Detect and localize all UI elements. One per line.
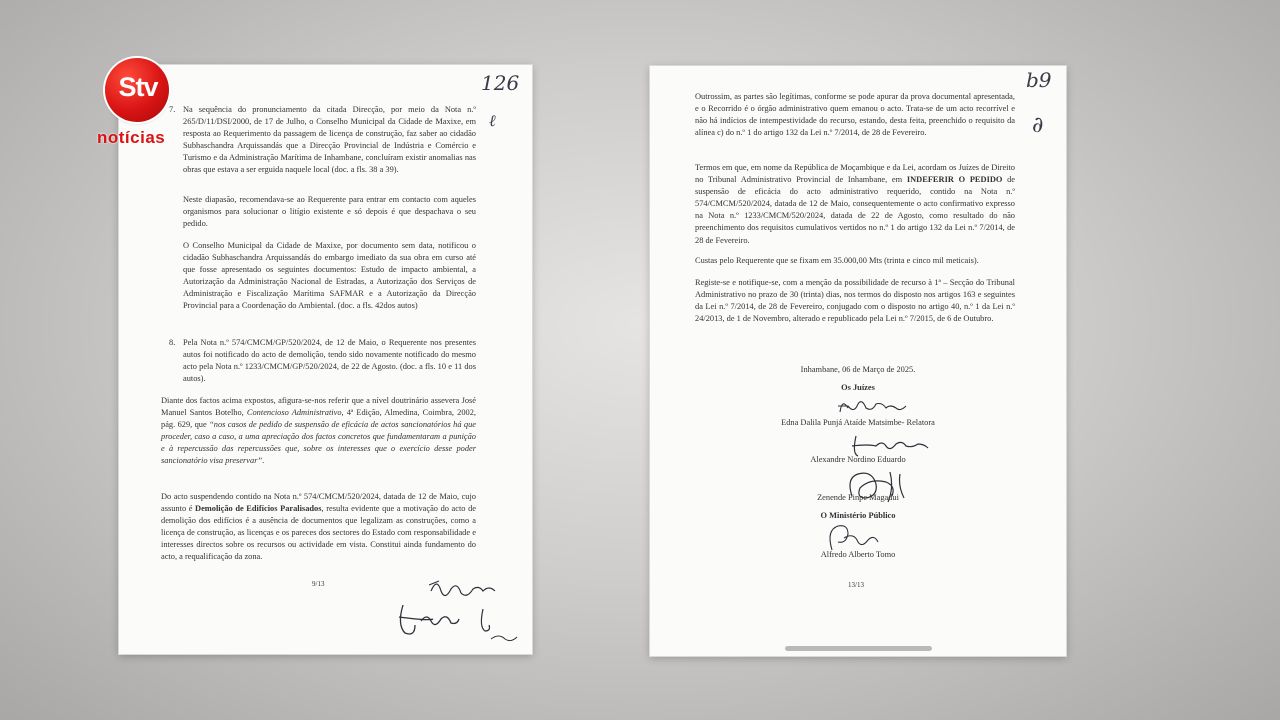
decision-indeferir: INDEFERIR O PEDIDO <box>906 175 1003 185</box>
paragraph-diapasao: Neste diapasão, recomendava-se ao Requerente para entrar em contacto com aqueles organismos para solucionar o litígio existente e só depois é que despachava o seu pedido. <box>183 195 476 229</box>
item-8-paragraph: Pela Nota n.º 574/CMCM/GP/520/2024, de 12 de Maio, o Requerente nos presentes autos foi notificado do acto de demolição, tendo sido novamente notificado do mesmo acto pela Nota n.º 1233/CMCM/GP/520/2024, de 22 de Agosto. (doc. a fls. 10 e 11 dos autos). <box>183 338 476 384</box>
paragraph-acto-suspendendo <box>161 491 476 564</box>
doutrina-text-start: Diante dos factos acima expostos, afigura-se-nos referir que a nível doutrinário assevera José Manuel Santos Botelho, <box>161 396 476 418</box>
place-and-date: Inhambane, 06 de Março de 2025. <box>800 365 916 374</box>
item-7-number: 7. <box>169 105 176 114</box>
doutrina-text-middle: , 4ª Edição, Almedina, Coimbra, 2002, pág. 629, que <box>161 408 476 430</box>
acto-text-start: Do acto suspendendo contido na Nota n.º 574/CMCM/520/2024, datada de 12 de Maio, cujo assunto é <box>161 492 476 514</box>
ministry-name: Alfredo Alberto Tomo <box>820 550 896 559</box>
logo-brand-text: Stv <box>118 72 158 102</box>
page-number: 13/13 <box>848 581 864 589</box>
doutrina-quote: “nos casos de pedido de suspensão de eficácia de actos sancionatórios há que proceder, caso a caso, a uma apreciação dos factos concretos que fundamentaram a punição e à repercussão das repercussões que, sobre os interesses que o exercício desse poder sancionatório visa preservar” <box>161 420 476 466</box>
signatures-handwritten <box>381 573 531 653</box>
paragraph-custas: Custas pelo Requerente que se fixam em 35.000,00 Mts (trinta e cinco mil meticais). <box>695 256 979 265</box>
paragraph-conselho-municipal: O Conselho Municipal da Cidade de Maxixe, por documento sem data, notificou o cidadão Subhaschandra Arquissandás do embargo imediato da sua obra em curso até que fosse apresentado os seguintes documentos: Estudo de impacto ambiental, a Autorização da Administração Nacional de Estradas, a Autorização dos Serviços de Administração e Fiscalização Marítima SAFMAR e a Autorização da Direcção Provincial para a Coordenação do Ambiental. (doc. a fls. 42dos autos) <box>183 241 476 311</box>
item-7-paragraph: Na sequência do pronunciamento da citada Direcção, por meio da Nota n.º 265/D/11/DSI/2000, de 17 de Julho, o Conselho Municipal da Cidade de Maxixe, em resposta ao Requerimento da passagem de licença de construção, faz saber ao cidadão Subhaschandra Arquissandás que a Direcção Provincial de Indústria e Comércio e Turismo e da Administração Marítima de Inhambane, concluíram existir anomalias nas obras que estava a ser erguida naquele local (doc. a fls. 38 a 39). <box>183 105 476 175</box>
page-number: 9/13 <box>312 580 325 588</box>
doutrina-book-title: Contencioso Administrativo <box>246 408 342 418</box>
paragraph-termos <box>695 162 1015 247</box>
handwritten-initial-mark: ℓ <box>489 111 496 130</box>
termos-text-end: de suspensão de eficácia do acto administrativo requerido, contido na Nota n.º 574/CMCM/520/2024, datada de 12 de Maio, consequentemente o acto confirmativo expresso na Nota n.º 1233/CMCM/520/2024, datada de 22 de Agosto, como resultado do não preenchimento dos requisitos cumulativos vertidos no n.º 1 do artigo 132 da Lei n.º 7/2014, de 28 de Fevereiro. <box>695 175 1016 245</box>
document-page-13 <box>650 66 1066 656</box>
doutrina-text-end: . <box>262 456 265 466</box>
ministry-heading: O Ministério Público <box>820 511 896 520</box>
paragraph-outrossim: Outrossim, as partes são legítimas, conforme se pode apurar da prova documental apresentada, e o Recorrido é o órgão administrativo quem emanou o acto. Trata-se de um acto recorrível e não há indícios de intempestividade do recurso, estando, desta feita, preenchido o requisito da alínea c) do n.º 1 do artigo 132 da Lei n.º 7/2014, de 28 de Fevereiro. <box>695 92 1015 138</box>
logo-subtitle: notícias <box>97 128 166 147</box>
acto-subject: Demolição de Edifícios Paralisados <box>195 504 322 514</box>
judge-1-name: Edna Dalila Punjá Ataíde Matsimbe- Relatora <box>781 418 935 427</box>
handwritten-folio-number: b9 <box>1026 68 1052 92</box>
paragraph-doutrina <box>161 395 476 468</box>
item-8-number: 8. <box>169 338 176 347</box>
acto-text-end: , resulta evidente que a motivação do acto de demolição dos edifícios é a ausência de documentos que legalizam as construções, como a licença de construção, as licenças e os pareces dos sectores do Estado com responsabilidade e interesses directos sobre os recursos ou actividade em vista. Constitui ainda fundamento do acto, a requalificação da zona. <box>161 504 477 562</box>
handwritten-initial-mark: ∂ <box>1032 113 1044 138</box>
judge-3-name: Zenende Pinpe Magadui <box>817 493 899 502</box>
judge-2-name: Alexandre Nordino Eduardo <box>810 455 906 464</box>
stv-noticias-logo <box>97 58 187 158</box>
horizontal-scrollbar[interactable] <box>785 646 932 651</box>
termos-text-start: Termos em que, em nome da República de Moçambique e da Lei, acordam os Juízes de Direito no Tribunal Administrativo Provincial de Inhambane, em <box>695 163 1015 185</box>
paragraph-registe: Registe-se e notifique-se, com a menção da possibilidade de recurso à 1ª – Secção do Tribunal Administrativo no prazo de 30 (trinta) dias, nos termos do disposto nos artigos 163 e seguintes da Lei n.º 7/2014, de 28 de Fevereiro, conjugado com o disposto no artigo 40, n.º 1 da Lei n.º 24/2013, de 1 de Novembro, alterado e republicado pela Lei n.º 7/2015, de 6 de Outubro. <box>695 278 1015 324</box>
handwritten-folio-number: 126 <box>481 71 520 95</box>
judges-heading: Os Juízes <box>841 383 875 392</box>
